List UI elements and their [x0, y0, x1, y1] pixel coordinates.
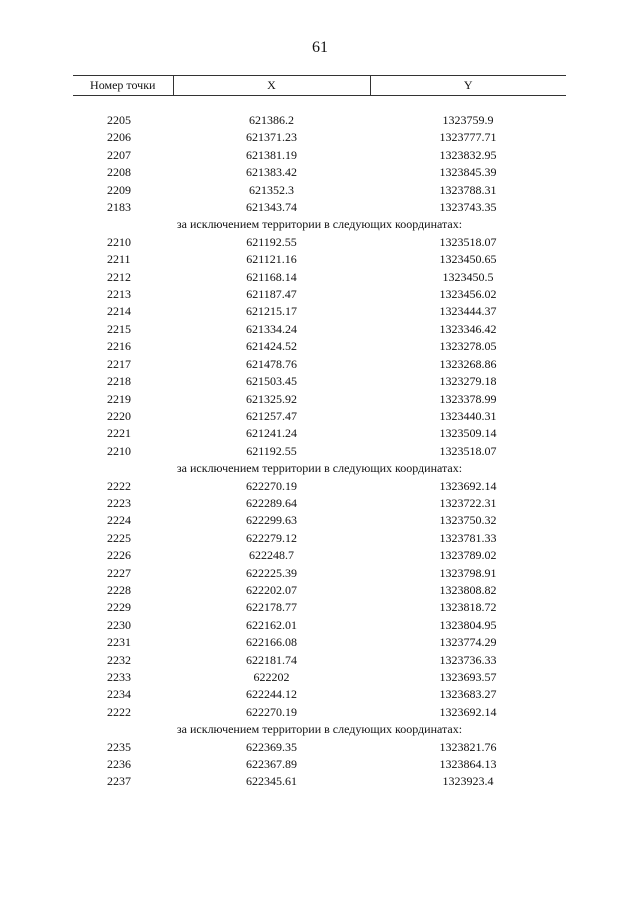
- x-coordinate-cell: 622270.19: [246, 478, 297, 493]
- table-row: [73, 425, 566, 442]
- y-coordinate-cell: 1323759.9: [442, 113, 494, 127]
- point-number-cell: 2235: [107, 739, 131, 754]
- x-coordinate-cell: 622181.74: [246, 652, 297, 667]
- table-row: [73, 164, 566, 181]
- x-coordinate-cell: 621215.17: [246, 304, 297, 319]
- header-point-number: Номер точки: [73, 76, 173, 96]
- y-coordinate-cell: 1323450.5: [442, 269, 494, 284]
- table-body: [73, 96, 566, 791]
- table-row: [73, 234, 566, 251]
- x-coordinate-cell: 621424.52: [246, 339, 297, 354]
- x-coordinate-cell: 621381.19: [246, 147, 297, 162]
- x-coordinate-cell: 621503.45: [246, 374, 297, 389]
- point-number-cell: 2219: [107, 391, 131, 406]
- point-number-cell: 2230: [107, 617, 131, 632]
- exclusion-note: за исключением территории в следующих координатах:: [176, 461, 463, 476]
- exclusion-note-row: [73, 216, 566, 233]
- x-coordinate-cell: 621334.24: [246, 321, 297, 336]
- y-coordinate-cell: 1323518.07: [439, 443, 497, 458]
- x-coordinate-cell: 622299.63: [246, 513, 297, 528]
- table-row: [73, 373, 566, 390]
- point-number-cell: 2212: [107, 269, 131, 284]
- page-number: 61: [312, 39, 328, 56]
- table-row: [73, 147, 566, 164]
- x-coordinate-cell: 621121.16: [246, 252, 297, 267]
- point-number-cell: 2209: [107, 182, 131, 197]
- table-row: [73, 495, 566, 512]
- point-number-cell: 2231: [107, 635, 131, 650]
- x-coordinate-cell: 621192.55: [246, 443, 297, 458]
- x-coordinate-cell: 622225.39: [246, 565, 297, 580]
- x-coordinate-cell: 622162.01: [246, 617, 297, 632]
- y-coordinate-cell: 1323456.02: [439, 287, 497, 302]
- point-number-cell: 2234: [107, 687, 131, 702]
- y-coordinate-cell: 1323279.18: [439, 374, 497, 389]
- point-number-cell: 2236: [107, 757, 131, 772]
- point-number-cell: 2227: [107, 565, 131, 580]
- y-coordinate-cell: 1323518.07: [439, 234, 497, 249]
- point-number-cell: 2223: [107, 495, 131, 510]
- y-coordinate-cell: 1323693.57: [439, 670, 497, 684]
- x-coordinate-cell: 621383.42: [246, 165, 297, 180]
- point-number-cell: 2183: [107, 200, 131, 215]
- table-row: [73, 565, 566, 582]
- table-header: [73, 76, 566, 96]
- point-number-cell: 2218: [107, 374, 131, 389]
- y-coordinate-cell: 1323692.14: [439, 704, 497, 719]
- x-coordinate-cell: 622289.64: [246, 495, 297, 510]
- header-y: Y: [370, 76, 566, 96]
- y-coordinate-cell: 1323864.13: [439, 757, 497, 772]
- x-coordinate-cell: 622279.12: [246, 530, 297, 545]
- y-coordinate-cell: 1323750.32: [439, 513, 497, 528]
- point-number-cell: 2222: [107, 704, 131, 719]
- exclusion-note-row: [73, 460, 566, 477]
- x-coordinate-cell: 622345.61: [246, 774, 297, 789]
- point-number-cell: 2208: [107, 165, 131, 180]
- table-row: [73, 199, 566, 216]
- y-coordinate-cell: 1323798.91: [439, 565, 497, 580]
- point-number-cell: 2221: [107, 426, 131, 441]
- exclusion-note: за исключением территории в следующих координатах:: [176, 217, 463, 232]
- y-coordinate-cell: 1323440.31: [439, 408, 497, 423]
- point-number-cell: 2228: [107, 582, 131, 597]
- x-coordinate-cell: 622202.07: [246, 582, 297, 597]
- y-coordinate-cell: 1323692.14: [439, 478, 497, 493]
- coordinates-table: [73, 75, 566, 791]
- x-coordinate-cell: 621325.92: [246, 391, 297, 406]
- point-number-cell: 2222: [107, 478, 131, 493]
- table-row: [73, 338, 566, 355]
- x-coordinate-cell: 622202: [253, 670, 290, 684]
- x-coordinate-cell: 621168.14: [246, 269, 297, 284]
- point-number-cell: 2233: [107, 670, 131, 684]
- table-row: [73, 599, 566, 616]
- y-coordinate-cell: 1323777.71: [439, 130, 497, 145]
- y-coordinate-cell: 1323722.31: [439, 495, 497, 510]
- y-coordinate-cell: 1323804.95: [439, 617, 497, 632]
- point-number-cell: 2206: [107, 130, 131, 145]
- table-row: [73, 773, 566, 790]
- table-row: [73, 408, 566, 425]
- table-row: [73, 669, 566, 686]
- table-spacer-row: [73, 96, 566, 113]
- table-row: [73, 321, 566, 338]
- y-coordinate-cell: 1323788.31: [439, 182, 497, 197]
- table-row: [73, 269, 566, 286]
- table-row: [73, 356, 566, 373]
- table-row: [73, 739, 566, 756]
- table-row: [73, 112, 566, 129]
- table-row: [73, 652, 566, 669]
- y-coordinate-cell: 1323736.33: [439, 652, 497, 667]
- x-coordinate-cell: 621187.47: [246, 287, 297, 302]
- y-coordinate-cell: 1323278.05: [439, 339, 497, 354]
- table-row: [73, 303, 566, 320]
- x-coordinate-cell: 622178.77: [246, 600, 297, 615]
- y-coordinate-cell: 1323450.65: [439, 252, 497, 267]
- exclusion-note-row: [73, 721, 566, 738]
- table-row: [73, 634, 566, 651]
- x-coordinate-cell: 622367.89: [246, 757, 297, 772]
- point-number-cell: 2225: [107, 530, 131, 545]
- x-coordinate-cell: 621241.24: [246, 426, 297, 441]
- y-coordinate-cell: 1323923.4: [442, 774, 494, 789]
- y-coordinate-cell: 1323832.95: [439, 147, 497, 162]
- y-coordinate-cell: 1323774.29: [439, 635, 497, 650]
- x-coordinate-cell: 621371.23: [246, 130, 297, 145]
- point-number-cell: 2220: [107, 408, 131, 423]
- point-number-cell: 2215: [107, 321, 131, 336]
- y-coordinate-cell: 1323743.35: [439, 200, 497, 215]
- y-coordinate-cell: 1323845.39: [439, 165, 497, 180]
- point-number-cell: 2216: [107, 339, 131, 354]
- table-row: [73, 391, 566, 408]
- x-coordinate-cell: 621352.3: [249, 182, 294, 197]
- header-x: X: [173, 76, 370, 96]
- y-coordinate-cell: 1323818.72: [439, 600, 497, 615]
- point-number-cell: 2210: [107, 234, 131, 249]
- table-row: [73, 617, 566, 634]
- table-row: [73, 478, 566, 495]
- point-number-cell: 2210: [107, 443, 131, 458]
- y-coordinate-cell: 1323378.99: [439, 391, 497, 406]
- table-row: [73, 530, 566, 547]
- y-coordinate-cell: 1323346.42: [439, 321, 497, 336]
- point-number-cell: 2213: [107, 287, 131, 302]
- table-row: [73, 547, 566, 564]
- point-number-cell: 2211: [107, 252, 131, 267]
- point-number-cell: 2217: [107, 356, 131, 371]
- exclusion-note: за исключением территории в следующих координатах:: [176, 722, 463, 737]
- table-row: [73, 443, 566, 460]
- point-number-cell: 2229: [107, 600, 131, 615]
- table-row: [73, 182, 566, 199]
- point-number-cell: 2207: [107, 147, 131, 162]
- x-coordinate-cell: 622270.19: [246, 704, 297, 719]
- point-number-cell: 2237: [107, 774, 131, 789]
- y-coordinate-cell: 1323509.14: [439, 426, 497, 441]
- point-number-cell: 2205: [107, 113, 131, 127]
- table-row: [73, 704, 566, 721]
- table-row: [73, 686, 566, 703]
- y-coordinate-cell: 1323821.76: [439, 739, 497, 754]
- point-number-cell: 2224: [107, 513, 131, 528]
- x-coordinate-cell: 621343.74: [246, 200, 297, 215]
- y-coordinate-cell: 1323683.27: [439, 687, 497, 702]
- x-coordinate-cell: 622369.35: [246, 739, 297, 754]
- x-coordinate-cell: 622248.7: [249, 548, 294, 563]
- y-coordinate-cell: 1323808.82: [439, 582, 497, 597]
- point-number-cell: 2226: [107, 548, 131, 563]
- y-coordinate-cell: 1323781.33: [439, 530, 497, 545]
- x-coordinate-cell: 622244.12: [246, 687, 297, 702]
- x-coordinate-cell: 621192.55: [246, 234, 297, 249]
- y-coordinate-cell: 1323789.02: [439, 548, 497, 563]
- x-coordinate-cell: 621257.47: [246, 408, 297, 423]
- table-row: [73, 251, 566, 268]
- point-number-cell: 2214: [107, 304, 131, 319]
- point-number-cell: 2232: [107, 652, 131, 667]
- table-row: [73, 286, 566, 303]
- x-coordinate-cell: 621386.2: [249, 113, 294, 127]
- x-coordinate-cell: 621478.76: [246, 356, 297, 371]
- table-row: [73, 512, 566, 529]
- y-coordinate-cell: 1323268.86: [439, 356, 497, 371]
- table-row: [73, 582, 566, 599]
- y-coordinate-cell: 1323444.37: [439, 304, 497, 319]
- x-coordinate-cell: 622166.08: [246, 635, 297, 650]
- table-row: [73, 129, 566, 146]
- table-row: [73, 756, 566, 773]
